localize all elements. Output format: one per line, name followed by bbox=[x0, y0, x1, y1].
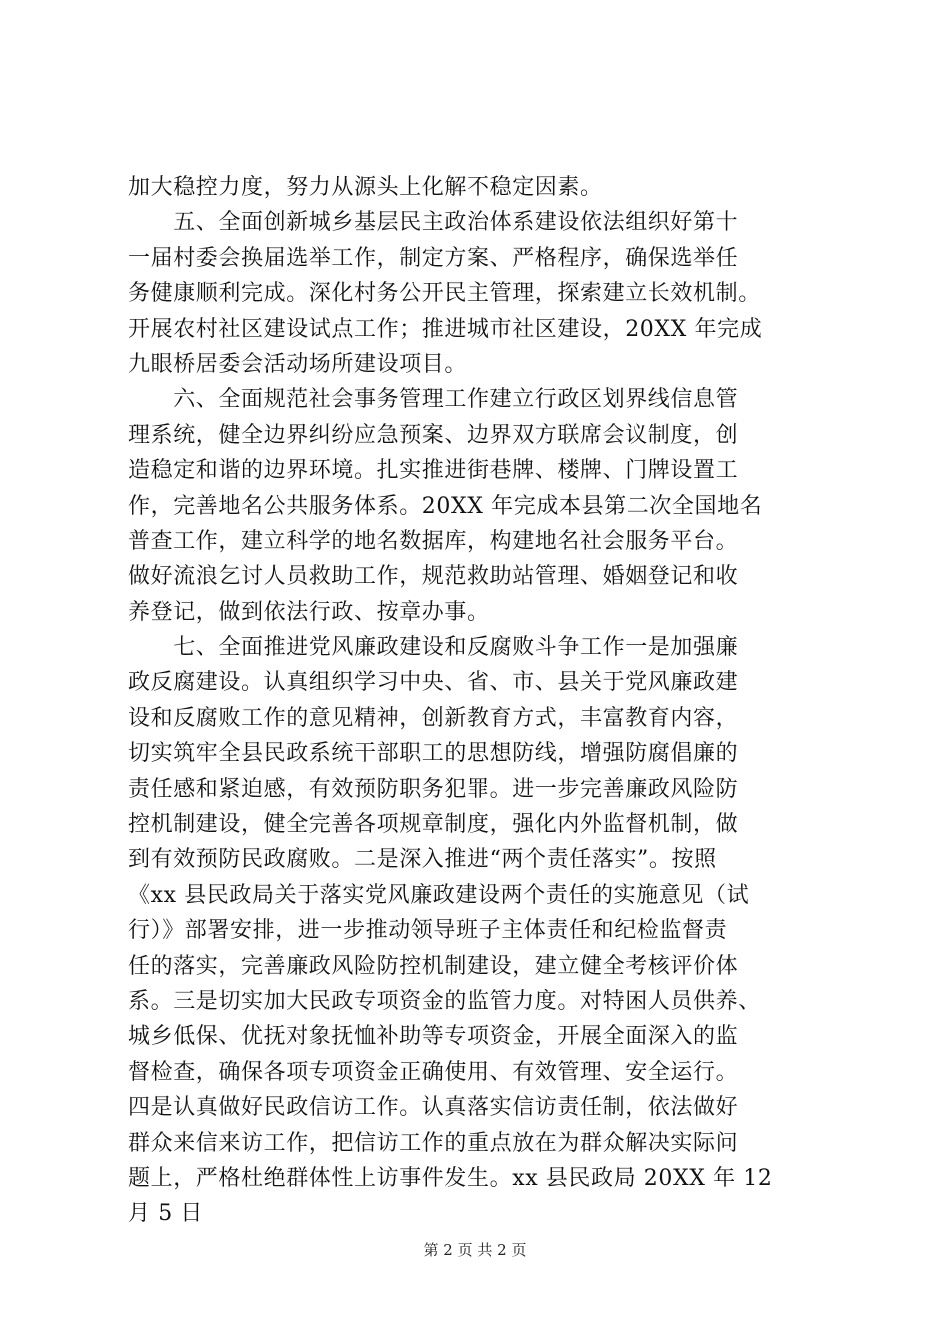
text-line: 督检查，确保各项专项资金正确使用、有效管理、安全运行。 bbox=[128, 1059, 739, 1085]
text-line: 城乡低保、优抚对象抚恤补助等专项资金，开展全面深入的监 bbox=[128, 1024, 739, 1050]
text-line: 做好流浪乞讨人员救助工作，规范救助站管理、婚姻登记和收 bbox=[128, 564, 739, 590]
page-footer bbox=[0, 1240, 950, 1260]
text-line: 七、全面推进党风廉政建设和反腐败斗争工作一是加强廉 bbox=[128, 635, 739, 661]
text-line: 题上，严格杜绝群体性上访事件发生。xx 县民政局 20XX 年 12 bbox=[128, 1165, 773, 1191]
text-line: 政反腐建设。认真组织学习中央、省、市、县关于党风廉政建 bbox=[128, 670, 739, 696]
text-line: 月 5 日 bbox=[128, 1201, 203, 1227]
text-line: 作，完善地名公共服务体系。20XX 年完成本县第二次全国地名 bbox=[128, 493, 763, 519]
document-body bbox=[128, 170, 832, 1232]
text-line: 设和反腐败工作的意见精神，创新教育方式，丰富教育内容， bbox=[128, 705, 739, 731]
text-line: 群众来信来访工作，把信访工作的重点放在为群众解决实际问 bbox=[128, 1130, 739, 1156]
text-line: 四是认真做好民政信访工作。认真落实信访责任制，依法做好 bbox=[128, 1095, 739, 1121]
text-line: 行）》部署安排，进一步推动领导班子主体责任和纪检监督责 bbox=[128, 918, 728, 944]
text-line: 九眼桥居委会活动场所建设项目。 bbox=[128, 351, 468, 377]
text-line: 责任感和紧迫感，有效预防职务犯罪。进一步完善廉政风险防 bbox=[128, 776, 739, 802]
text-line: 控机制建设，健全完善各项规章制度，强化内外监督机制，做 bbox=[128, 812, 739, 838]
text-line: 开展农村社区建设试点工作；推进城市社区建设，20XX 年完成 bbox=[128, 316, 763, 342]
text-line: 加大稳控力度，努力从源头上化解不稳定因素。 bbox=[128, 175, 603, 200]
text-line: 养登记，做到依法行政、按章办事。 bbox=[128, 599, 490, 625]
text-line: 系。三是切实加大民政专项资金的监管力度。对特困人员供养、 bbox=[128, 988, 761, 1014]
text-line: 造稳定和谐的边界环境。扎实推进街巷牌、楼牌、门牌设置工 bbox=[128, 458, 739, 484]
page-number: 第 2 页 共 2 页 bbox=[423, 1241, 527, 1259]
text-line: 理系统，健全边界纠纷应急预案、边界双方联席会议制度，创 bbox=[128, 422, 739, 448]
text-line: 一届村委会换届选举工作，制定方案、严格程序，确保选举任 bbox=[128, 245, 739, 271]
text-line: 到有效预防民政腐败。二是深入推进“两个责任落实”。按照 bbox=[128, 847, 717, 873]
text-line: 任的落实，完善廉政风险防控机制建设，建立健全考核评价体 bbox=[128, 953, 739, 979]
text-line: 五、全面创新城乡基层民主政治体系建设依法组织好第十 bbox=[128, 210, 739, 236]
text-line: 普查工作，建立科学的地名数据库，构建地名社会服务平台。 bbox=[128, 528, 739, 554]
text-line: 切实筑牢全县民政系统干部职工的思想防线，增强防腐倡廉的 bbox=[128, 741, 739, 767]
text-line: 六、全面规范社会事务管理工作建立行政区划界线信息管 bbox=[128, 387, 739, 413]
text-line: 《xx 县民政局关于落实党风廉政建设两个责任的实施意见（试 bbox=[128, 882, 750, 908]
text-line: 务健康顺利完成。深化村务公开民主管理，探索建立长效机制。 bbox=[128, 281, 761, 307]
